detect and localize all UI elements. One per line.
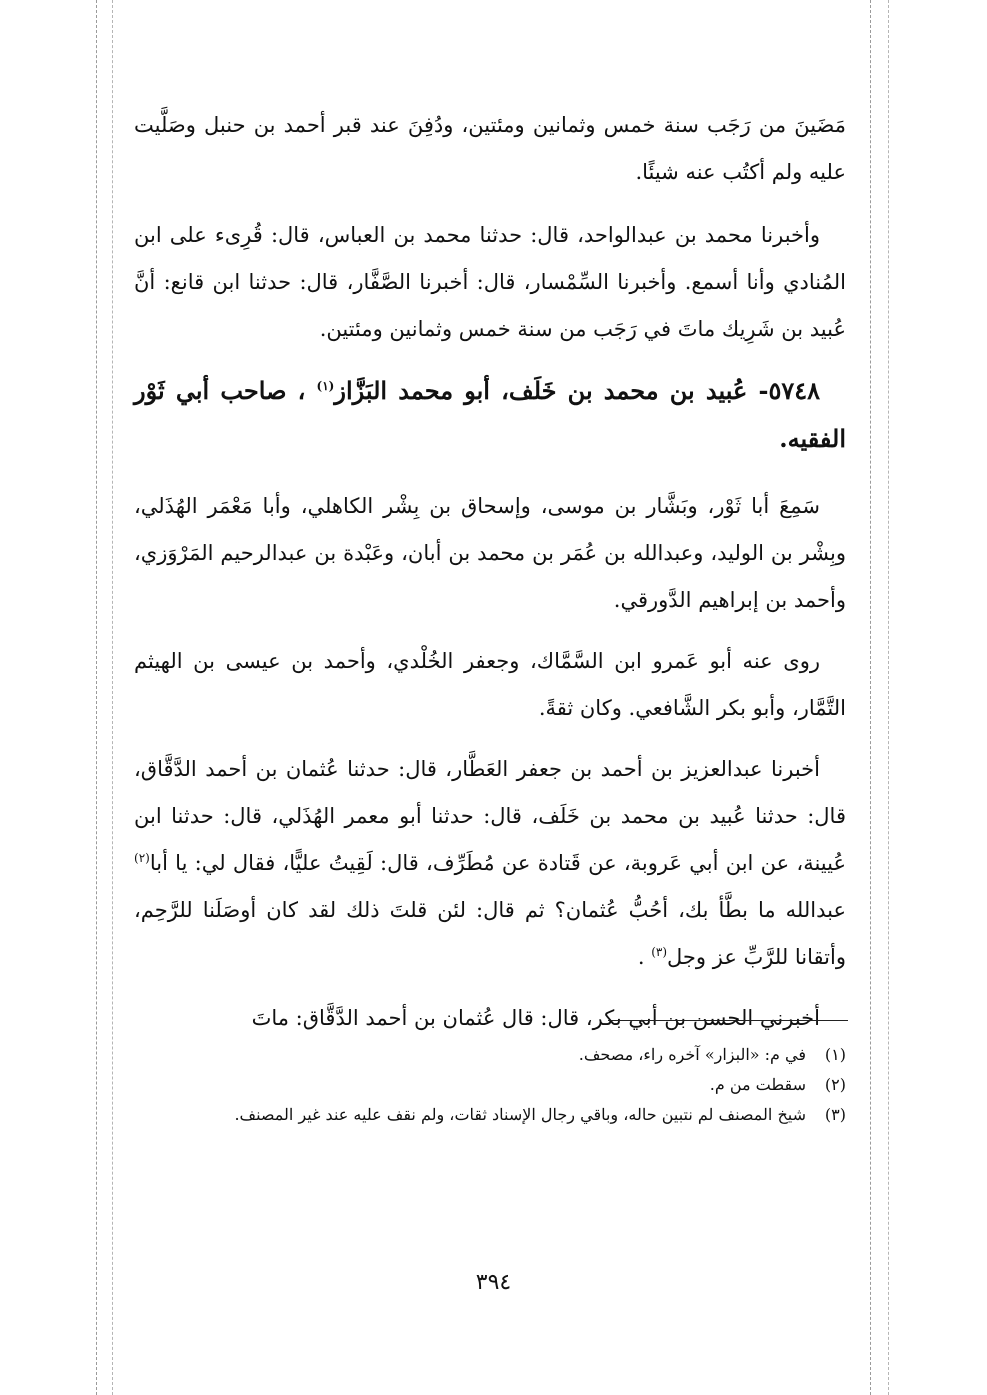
footnote-text: سقطت من م. <box>709 1075 806 1094</box>
scan-edge-line <box>888 0 889 1395</box>
footnote-separator <box>608 1020 848 1021</box>
scan-edge-line <box>96 0 97 1395</box>
footnote-2 <box>134 1070 846 1100</box>
entry-title-suffix: ، صاحب أبي ثَوْر الفقيه. <box>134 376 846 453</box>
scan-edge-line <box>112 0 113 1395</box>
footnote-3 <box>134 1100 846 1130</box>
hadith-text-2: عبدالله ما بطَّأ بك، أحُبُّ عُثمان؟ ثم قال: لئن قلتَ ذلك لقد كان أوصَلَنا للرَّحِم، وأتقانا للرَّبِّ عز وجل <box>134 898 846 969</box>
footnote-number: (٢) <box>824 1075 846 1094</box>
paragraph-heard: سَمِعَ أبا ثَوْر، وبَشَّار بن موسى، وإسحاق بن بِشْر الكاهلي، وأبا مَعْمَر الهُذَلي، وبِشْر بن الوليد، وعبدالله بن عُمَر بن محمد بن أبان، وعَبْدة بن عبدالرحيم المَرْوَزي، وأحمد بن إبراهيم الدَّورقي. <box>134 494 846 612</box>
hadith-text-1: أخبرنا عبدالعزيز بن أحمد بن جعفر العَطَّار، قال: حدثنا عُثمان بن أحمد الدَّقَّاق، قال: حدثنا عُبيد بن محمد بن خَلَف، قال: حدثنا أبو معمر الهُذَلي، قال: حدثنا ابن عُيينة، عن ابن أبي عَروبة، عن قَتادة عن مُطَرِّف، قال: لَقِيتُ عليًّا، فقال لي: يا أبا <box>134 757 846 875</box>
paragraph-narrated: روى عنه أبو عَمرو ابن السَّمَّاك، وجعفر الخُلْدي، وأحمد بن عيسى بن الهيثم التَّمَّار، وأبو بكر الشَّافعي. وكان ثقةً. <box>134 649 846 720</box>
paragraph-2: وأخبرنا محمد بن عبدالواحد، قال: حدثنا محمد بن العباس، قال: قُرِىء على ابن المُنادي وأنا أسمع. وأخبرنا السِّمْسار، قال: أخبرنا الصَّفَّار، قال: حدثنا ابن قانع: أنَّ عُبيد بن شَرِيك ماتَ في رَجَب من سنة خمس وثمانين ومئتين. <box>134 223 846 341</box>
entry-number: ٥٧٤٨- <box>758 376 820 405</box>
main-text <box>134 102 846 1042</box>
footnote-number: (٣) <box>824 1105 846 1124</box>
page-number: ٣٩٤ <box>475 1270 512 1295</box>
footnote-ref-2: (٢) <box>134 851 150 865</box>
footnotes <box>134 1040 846 1130</box>
footnote-1 <box>134 1040 846 1070</box>
paragraph-1: مَضَينَ من رَجَب سنة خمس وثمانين ومئتين، ودُفِنَ عند قبر أحمد بن حنبل وصَلَّيت عليه ولم أكتُب عنه شيئًا. <box>134 113 846 184</box>
footnote-ref-1: (١) <box>316 379 335 393</box>
paragraph-hadith <box>134 746 846 981</box>
footnote-number: (١) <box>824 1045 846 1064</box>
footnote-ref-3: (٣) <box>651 945 668 959</box>
scan-edge-line <box>870 0 871 1395</box>
footnote-text: في م: «البزار» آخره راء، مصحف. <box>578 1045 806 1064</box>
hadith-text-end: . <box>637 945 652 969</box>
paragraph-last: أخبرني الحسن بن أبي بكر، قال: قال عُثمان بن أحمد الدَّقَّاق: ماتَ <box>251 1006 820 1030</box>
footnote-text: شيخ المصنف لم نتبين حاله، وباقي رجال الإسناد ثقات، ولم نقف عليه عند غير المصنف. <box>234 1105 806 1124</box>
entry-title: عُبيد بن محمد بن خَلَف، أبو محمد البَزَّاز <box>334 376 748 405</box>
entry-heading <box>134 367 846 463</box>
